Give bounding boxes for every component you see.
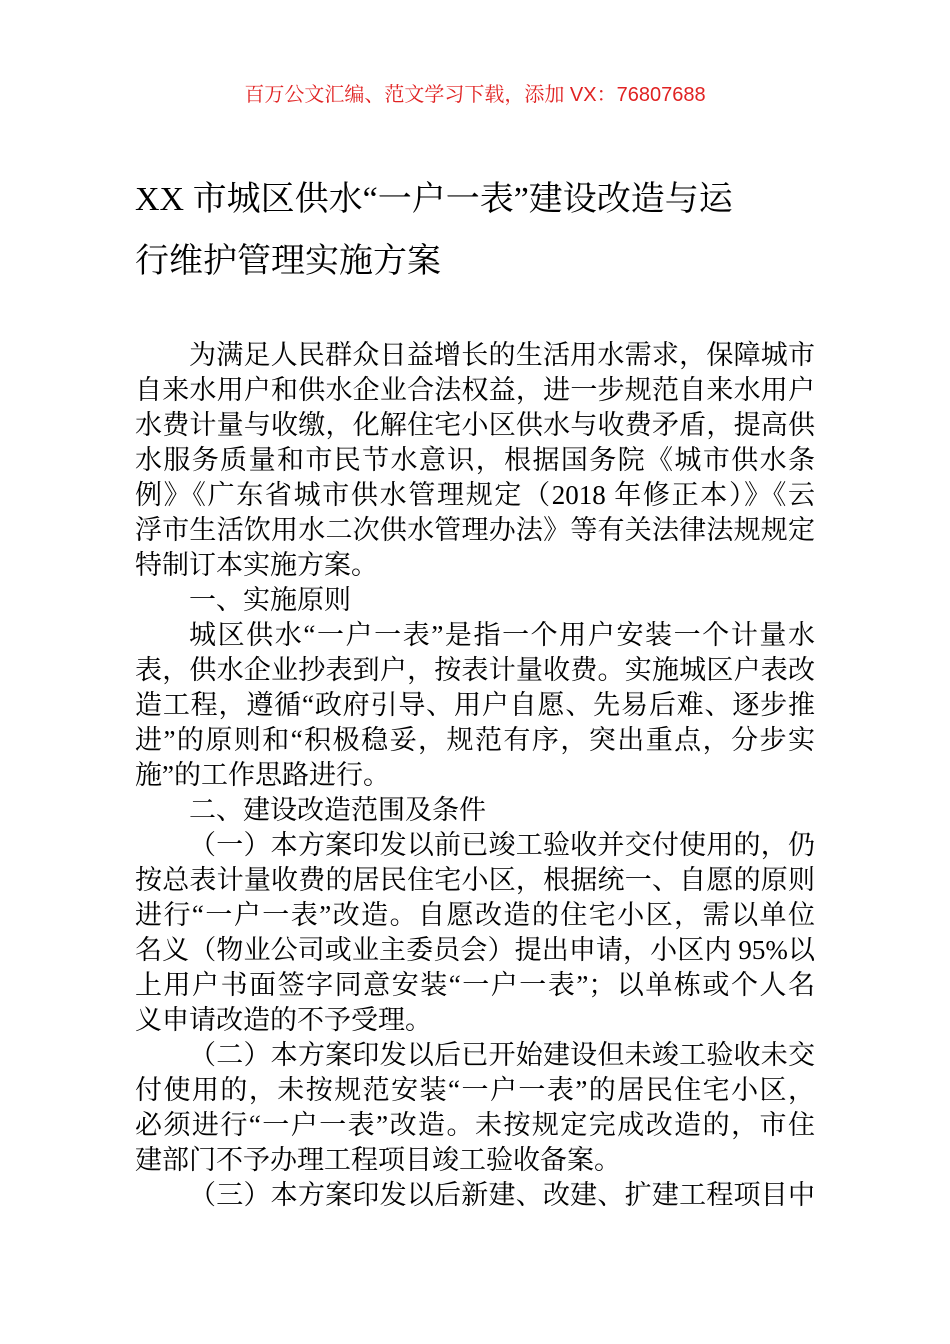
text-line: 进行“一户一表”改造。自愿改造的住宅小区，需以单位 <box>135 900 815 930</box>
text-line: 建部门不予办理工程项目竣工验收备案。 <box>135 1145 621 1175</box>
text-line: 表，供水企业抄表到户，按表计量收费。实施城区户表改 <box>135 655 815 685</box>
text-line: 一、实施原则 <box>189 585 351 615</box>
text-line: （二）本方案印发以后已开始建设但未竣工验收未交 <box>189 1040 815 1070</box>
text-line: 自来水用户和供水企业合法权益，进一步规范自来水用户 <box>135 375 815 405</box>
text-line: 上用户书面签字同意安装“一户一表”；以单栋或个人名 <box>135 970 815 1000</box>
document-title-line-2: 行维护管理实施方案 <box>135 243 441 280</box>
section-heading <box>135 793 815 828</box>
paragraph <box>135 1178 815 1213</box>
paragraph <box>135 338 815 583</box>
text-line: 付使用的，未按规范安装“一户一表”的居民住宅小区， <box>135 1075 815 1105</box>
text-line: 城区供水“一户一表”是指一个用户安装一个计量水 <box>189 620 815 650</box>
text-line: 名义（物业公司或业主委员会）提出申请，小区内 95%以 <box>135 935 815 965</box>
text-line: 特制订本实施方案。 <box>135 550 378 580</box>
text-line: 水服务质量和市民节水意识，根据国务院《城市供水条 <box>135 445 815 475</box>
text-line: 进”的原则和“积极稳妥，规范有序，突出重点，分步实 <box>135 725 815 755</box>
text-line: 例》《广东省城市供水管理规定（2018 年修正本）》《云 <box>135 480 815 510</box>
document-title <box>135 169 815 293</box>
text-line: 二、建设改造范围及条件 <box>189 795 486 825</box>
text-line: 造工程，遵循“政府引导、用户自愿、先易后难、逐步推 <box>135 690 815 720</box>
document-title-line-1: XX 市城区供水“一户一表”建设改造与运 <box>135 181 733 218</box>
text-line: 水费计量与收缴，化解住宅小区供水与收费矛盾，提高供 <box>135 410 815 440</box>
document-body <box>0 338 950 1213</box>
text-line: 义申请改造的不予受理。 <box>135 1005 432 1035</box>
paragraph <box>135 1038 815 1178</box>
text-line: 按总表计量收费的居民住宅小区，根据统一、自愿的原则 <box>135 865 815 895</box>
promo-header-text: 百万公文汇编、范文学习下载，添加 VX：76807688 <box>244 84 706 106</box>
text-line: 施”的工作思路进行。 <box>135 760 390 790</box>
text-line: 为满足人民群众日益增长的生活用水需求，保障城市 <box>189 340 815 370</box>
text-line: 必须进行“一户一表”改造。未按规定完成改造的，市住 <box>135 1110 815 1140</box>
text-line: （一）本方案印发以前已竣工验收并交付使用的，仍 <box>189 830 815 860</box>
paragraph <box>135 828 815 1038</box>
paragraph <box>135 618 815 793</box>
text-line: 浮市生活饮用水二次供水管理办法》等有关法律法规规定 <box>135 515 815 545</box>
section-heading <box>135 583 815 618</box>
text-line: （三）本方案印发以后新建、改建、扩建工程项目中 <box>189 1180 815 1210</box>
